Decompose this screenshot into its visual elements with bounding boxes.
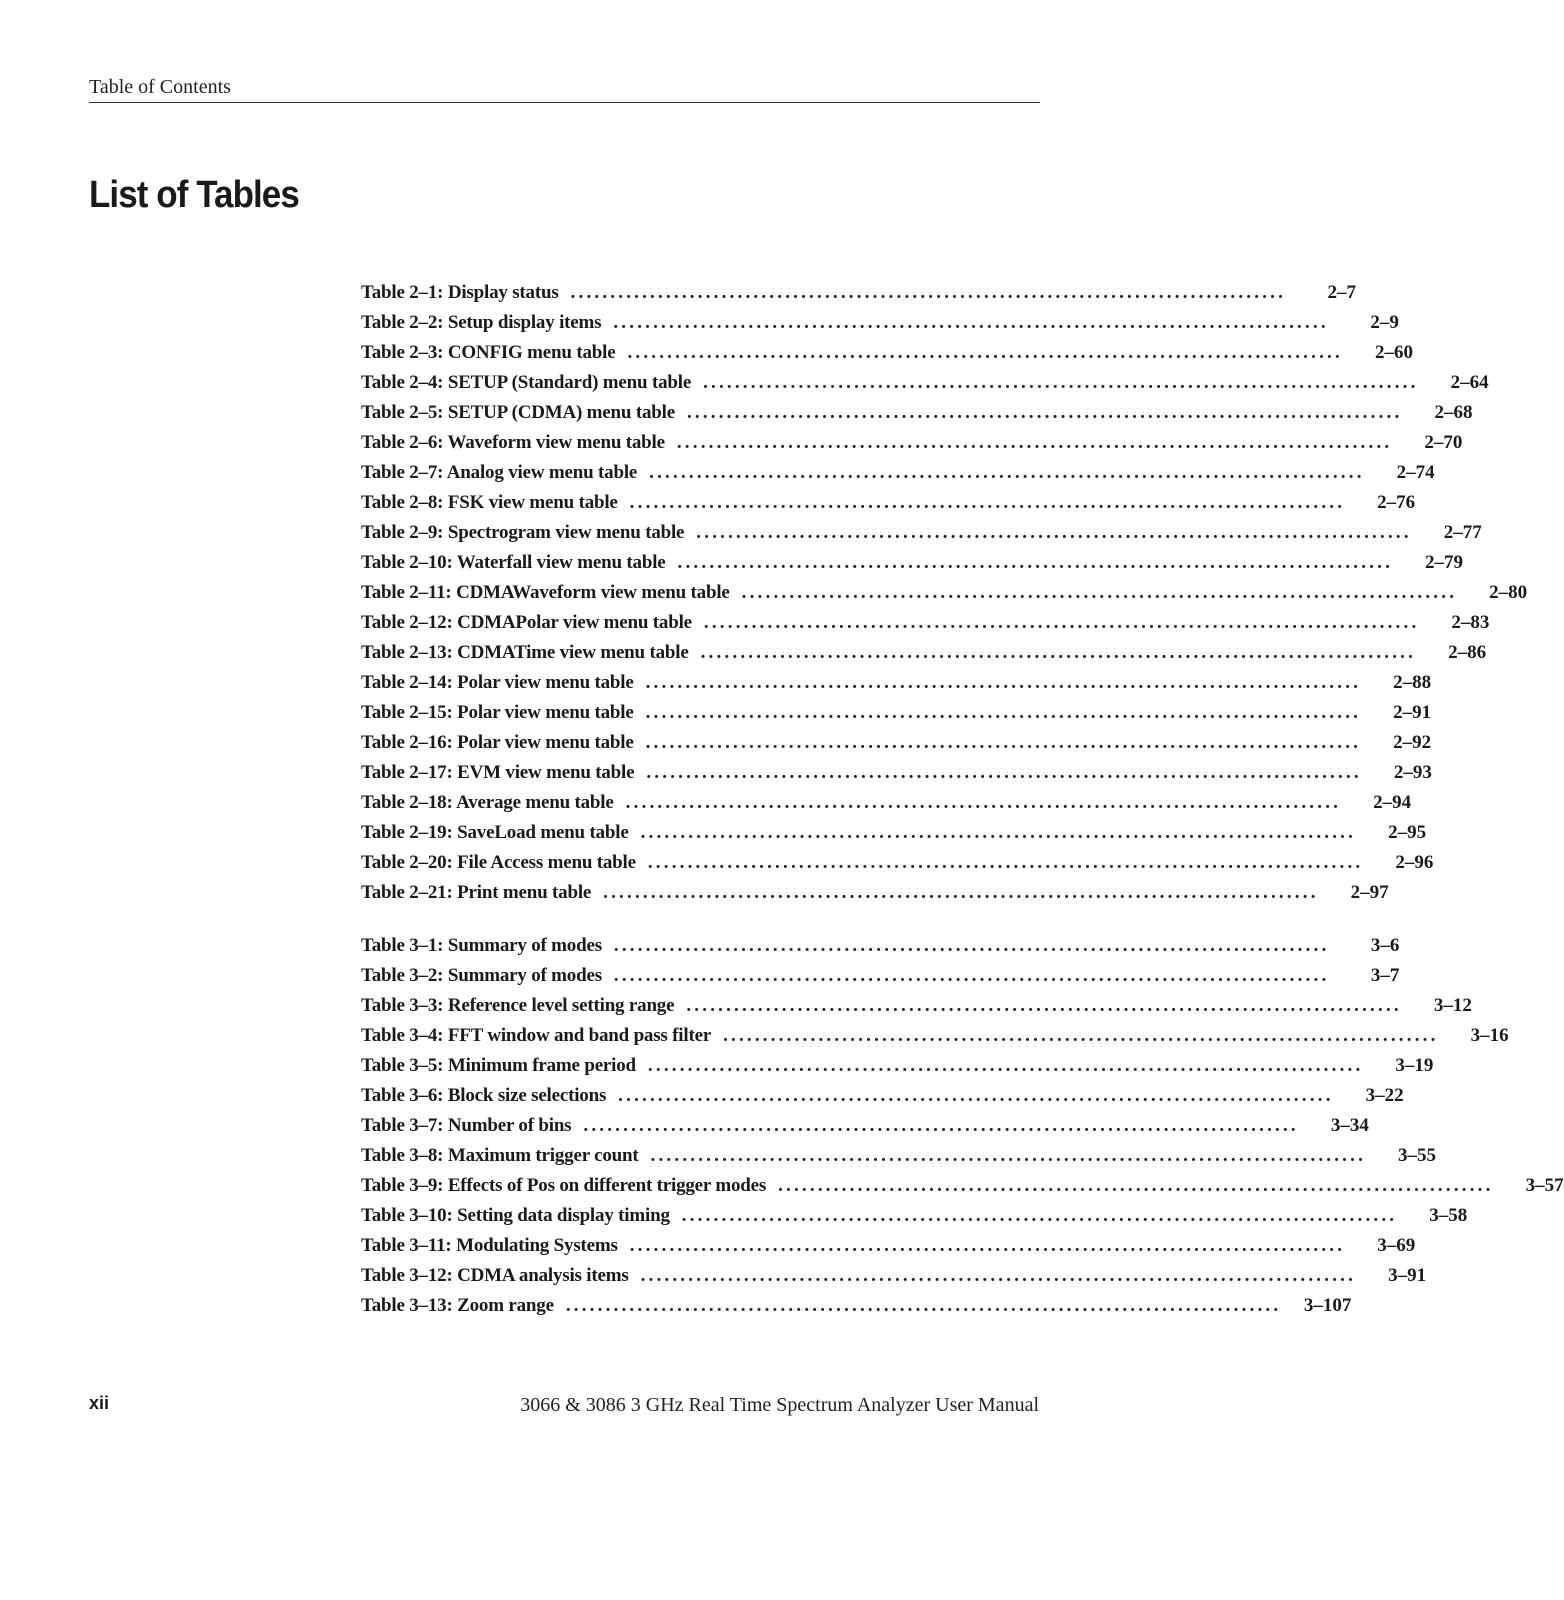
toc-entry-title: Table 2–15: Polar view menu table — [361, 702, 634, 723]
toc-entry[interactable] — [361, 578, 1528, 608]
toc-entry-page: 2–86 — [1448, 642, 1487, 663]
toc-entry[interactable] — [361, 788, 1412, 818]
dot-leader: .......................................................................................... — [650, 1145, 1367, 1166]
toc-entry[interactable] — [361, 991, 1472, 1021]
dot-leader: .......................................................................................... — [646, 762, 1362, 783]
toc-entry[interactable] — [361, 758, 1432, 788]
toc-entry-title: Table 2–3: CONFIG menu table — [361, 342, 616, 363]
dot-leader: .......................................................................................... — [703, 612, 1420, 633]
toc-entry-page: 2–74 — [1396, 462, 1435, 483]
toc-entry-title: Table 3–6: Block size selections — [361, 1085, 607, 1106]
dot-leader: .......................................................................................... — [686, 402, 1403, 423]
toc-group — [361, 931, 1564, 1321]
list-of-tables — [361, 278, 1564, 1321]
toc-entry-page: 2–96 — [1395, 852, 1434, 873]
toc-entry-page: 3–6 — [1370, 935, 1400, 956]
toc-entry[interactable] — [361, 1141, 1437, 1171]
toc-entry[interactable] — [361, 458, 1435, 488]
dot-leader: .......................................................................................... — [583, 1115, 1299, 1136]
dot-leader: .......................................................................................... — [603, 882, 1319, 903]
toc-entry[interactable] — [361, 1051, 1434, 1081]
toc-entry-title: Table 2–7: Analog view menu table — [361, 462, 638, 483]
toc-entry-page: 3–34 — [1330, 1115, 1369, 1136]
toc-entry-page: 3–107 — [1303, 1295, 1352, 1316]
toc-entry[interactable] — [361, 931, 1400, 961]
dot-leader: .......................................................................................... — [645, 672, 1362, 693]
toc-entry-page: 3–57 — [1525, 1175, 1564, 1196]
toc-entry-title: Table 2–10: Waterfall view menu table — [361, 552, 666, 573]
toc-entry-page: 2–92 — [1393, 732, 1432, 753]
toc-entry[interactable] — [361, 488, 1416, 518]
toc-entry-title: Table 3–8: Maximum trigger count — [361, 1145, 639, 1166]
toc-entry-page: 2–77 — [1443, 522, 1482, 543]
toc-entry[interactable] — [361, 638, 1487, 668]
toc-entry-title: Table 2–11: CDMAWaveform view menu table — [361, 582, 730, 603]
dot-leader: .......................................................................................... — [629, 1235, 1346, 1256]
toc-entry-title: Table 2–12: CDMAPolar view menu table — [361, 612, 692, 633]
toc-group — [361, 278, 1528, 908]
toc-entry[interactable] — [361, 1171, 1564, 1201]
dot-leader: .......................................................................................... — [676, 432, 1393, 453]
dot-leader: .......................................................................................... — [677, 552, 1394, 573]
dot-leader: .......................................................................................... — [618, 1085, 1334, 1106]
toc-entry[interactable] — [361, 548, 1464, 578]
manual-title: 3066 & 3086 3 GHz Real Time Spectrum Analyzer User Manual — [520, 1394, 1039, 1416]
toc-entry[interactable] — [361, 668, 1432, 698]
toc-entry-page: 2–88 — [1393, 672, 1432, 693]
toc-entry[interactable] — [361, 961, 1400, 991]
dot-leader: .......................................................................................... — [647, 852, 1364, 873]
toc-entry-page: 2–9 — [1370, 312, 1399, 333]
dot-leader: .......................................................................................... — [700, 642, 1417, 663]
toc-entry-title: Table 3–2: Summary of modes — [361, 965, 602, 986]
toc-entry-page: 2–60 — [1374, 342, 1413, 363]
toc-entry-title: Table 2–20: File Access menu table — [361, 852, 636, 873]
toc-entry-page: 3–55 — [1398, 1145, 1437, 1166]
toc-entry-page: 3–69 — [1377, 1235, 1416, 1256]
dot-leader: .......................................................................................... — [696, 522, 1412, 543]
toc-entry-page: 2–7 — [1327, 282, 1357, 303]
dot-leader: .......................................................................................... — [741, 582, 1458, 603]
toc-entry-title: Table 2–1: Display status — [361, 282, 559, 303]
toc-entry[interactable] — [361, 1291, 1352, 1321]
dot-leader: .......................................................................................... — [778, 1175, 1494, 1196]
dot-leader: .......................................................................................... — [645, 732, 1362, 753]
toc-entry-title: Table 3–12: CDMA analysis items — [361, 1265, 629, 1286]
toc-entry-title: Table 2–18: Average menu table — [361, 792, 614, 813]
dot-leader: .......................................................................................... — [565, 1295, 1282, 1316]
page-number: xii — [89, 1393, 110, 1413]
page-title: List of Tables — [89, 174, 299, 216]
toc-entry-page: 3–7 — [1370, 965, 1400, 986]
toc-entry[interactable] — [361, 1111, 1369, 1141]
toc-entry-page: 3–58 — [1429, 1205, 1468, 1226]
toc-entry[interactable] — [361, 1261, 1427, 1291]
toc-entry-page: 2–80 — [1489, 582, 1528, 603]
toc-entry[interactable] — [361, 308, 1399, 338]
dot-leader: .......................................................................................... — [629, 492, 1346, 513]
dot-leader: .......................................................................................... — [640, 1265, 1357, 1286]
toc-entry[interactable] — [361, 368, 1489, 398]
toc-entry-page: 3–16 — [1470, 1025, 1509, 1046]
toc-entry[interactable] — [361, 728, 1432, 758]
dot-leader: .......................................................................................... — [681, 1205, 1398, 1226]
toc-entry[interactable] — [361, 338, 1413, 368]
toc-entry-title: Table 2–2: Setup display items — [361, 312, 602, 333]
toc-entry-title: Table 2–16: Polar view menu table — [361, 732, 634, 753]
dot-leader: .......................................................................................... — [686, 995, 1402, 1016]
dot-leader: .......................................................................................... — [625, 792, 1342, 813]
dot-leader: .......................................................................................... — [613, 965, 1330, 986]
toc-entry[interactable] — [361, 878, 1389, 908]
toc-entry-title: Table 2–8: FSK view menu table — [361, 492, 618, 513]
toc-entry-title: Table 3–7: Number of bins — [361, 1115, 572, 1136]
toc-entry-page: 3–19 — [1395, 1055, 1434, 1076]
toc-entry-page: 2–83 — [1451, 612, 1490, 633]
toc-entry-title: Table 3–9: Effects of Pos on different trigger modes — [361, 1175, 767, 1196]
toc-entry-page: 2–64 — [1450, 372, 1489, 393]
toc-entry-page: 3–91 — [1388, 1265, 1427, 1286]
toc-entry-page: 2–70 — [1424, 432, 1463, 453]
toc-entry-page: 2–94 — [1373, 792, 1412, 813]
toc-entry[interactable] — [361, 848, 1434, 878]
toc-entry[interactable] — [361, 1201, 1468, 1231]
toc-entry-title: Table 2–5: SETUP (CDMA) menu table — [361, 402, 675, 423]
toc-entry-title: Table 2–4: SETUP (Standard) menu table — [361, 372, 692, 393]
dot-leader: .......................................................................................... — [570, 282, 1287, 303]
toc-entry[interactable] — [361, 818, 1427, 848]
toc-entry-page: 2–95 — [1388, 822, 1427, 843]
toc-entry[interactable] — [361, 428, 1463, 458]
toc-entry-title: Table 2–6: Waveform view menu table — [361, 432, 665, 453]
toc-entry[interactable] — [361, 608, 1490, 638]
toc-entry-page: 2–93 — [1393, 762, 1432, 783]
dot-leader: .......................................................................................... — [647, 1055, 1364, 1076]
toc-entry-page: 3–12 — [1433, 995, 1472, 1016]
toc-entry-title: Table 2–19: SaveLoad menu table — [361, 822, 629, 843]
toc-entry-page: 2–76 — [1377, 492, 1416, 513]
header-rule — [89, 102, 1040, 103]
toc-entry[interactable] — [361, 278, 1357, 308]
dot-leader: .......................................................................................... — [649, 462, 1365, 483]
toc-entry-page: 2–91 — [1393, 702, 1432, 723]
toc-entry[interactable] — [361, 1081, 1404, 1111]
toc-entry[interactable] — [361, 518, 1482, 548]
toc-entry-title: Table 2–21: Print menu table — [361, 882, 592, 903]
toc-entry-page: 2–68 — [1434, 402, 1473, 423]
toc-entry[interactable] — [361, 698, 1432, 728]
toc-entry-page: 3–22 — [1365, 1085, 1404, 1106]
toc-entry[interactable] — [361, 398, 1473, 428]
running-head: Table of Contents — [89, 76, 231, 98]
toc-entry-title: Table 3–5: Minimum frame period — [361, 1055, 636, 1076]
dot-leader: .......................................................................................... — [613, 935, 1330, 956]
dot-leader: .......................................................................................... — [627, 342, 1343, 363]
dot-leader: .......................................................................................... — [640, 822, 1357, 843]
toc-entry-title: Table 2–14: Polar view menu table — [361, 672, 634, 693]
toc-entry-title: Table 3–1: Summary of modes — [361, 935, 602, 956]
dot-leader: .......................................................................................... — [645, 702, 1362, 723]
toc-entry-title: Table 3–10: Setting data display timing — [361, 1205, 670, 1226]
toc-entry-page: 2–79 — [1425, 552, 1464, 573]
toc-entry[interactable] — [361, 1021, 1509, 1051]
toc-entry[interactable] — [361, 1231, 1416, 1261]
toc-entry-title: Table 3–11: Modulating Systems — [361, 1235, 618, 1256]
toc-entry-page: 2–97 — [1350, 882, 1389, 903]
toc-entry-title: Table 2–17: EVM view menu table — [361, 762, 635, 783]
dot-leader: .......................................................................................... — [703, 372, 1419, 393]
toc-entry-title: Table 3–13: Zoom range — [361, 1295, 554, 1316]
toc-entry-title: Table 2–13: CDMATime view menu table — [361, 642, 689, 663]
dot-leader: .......................................................................................... — [613, 312, 1329, 333]
toc-entry-title: Table 3–3: Reference level setting range — [361, 995, 675, 1016]
toc-entry-title: Table 2–9: Spectrogram view menu table — [361, 522, 685, 543]
dot-leader: .......................................................................................... — [723, 1025, 1439, 1046]
toc-entry-title: Table 3–4: FFT window and band pass filter — [361, 1025, 712, 1046]
